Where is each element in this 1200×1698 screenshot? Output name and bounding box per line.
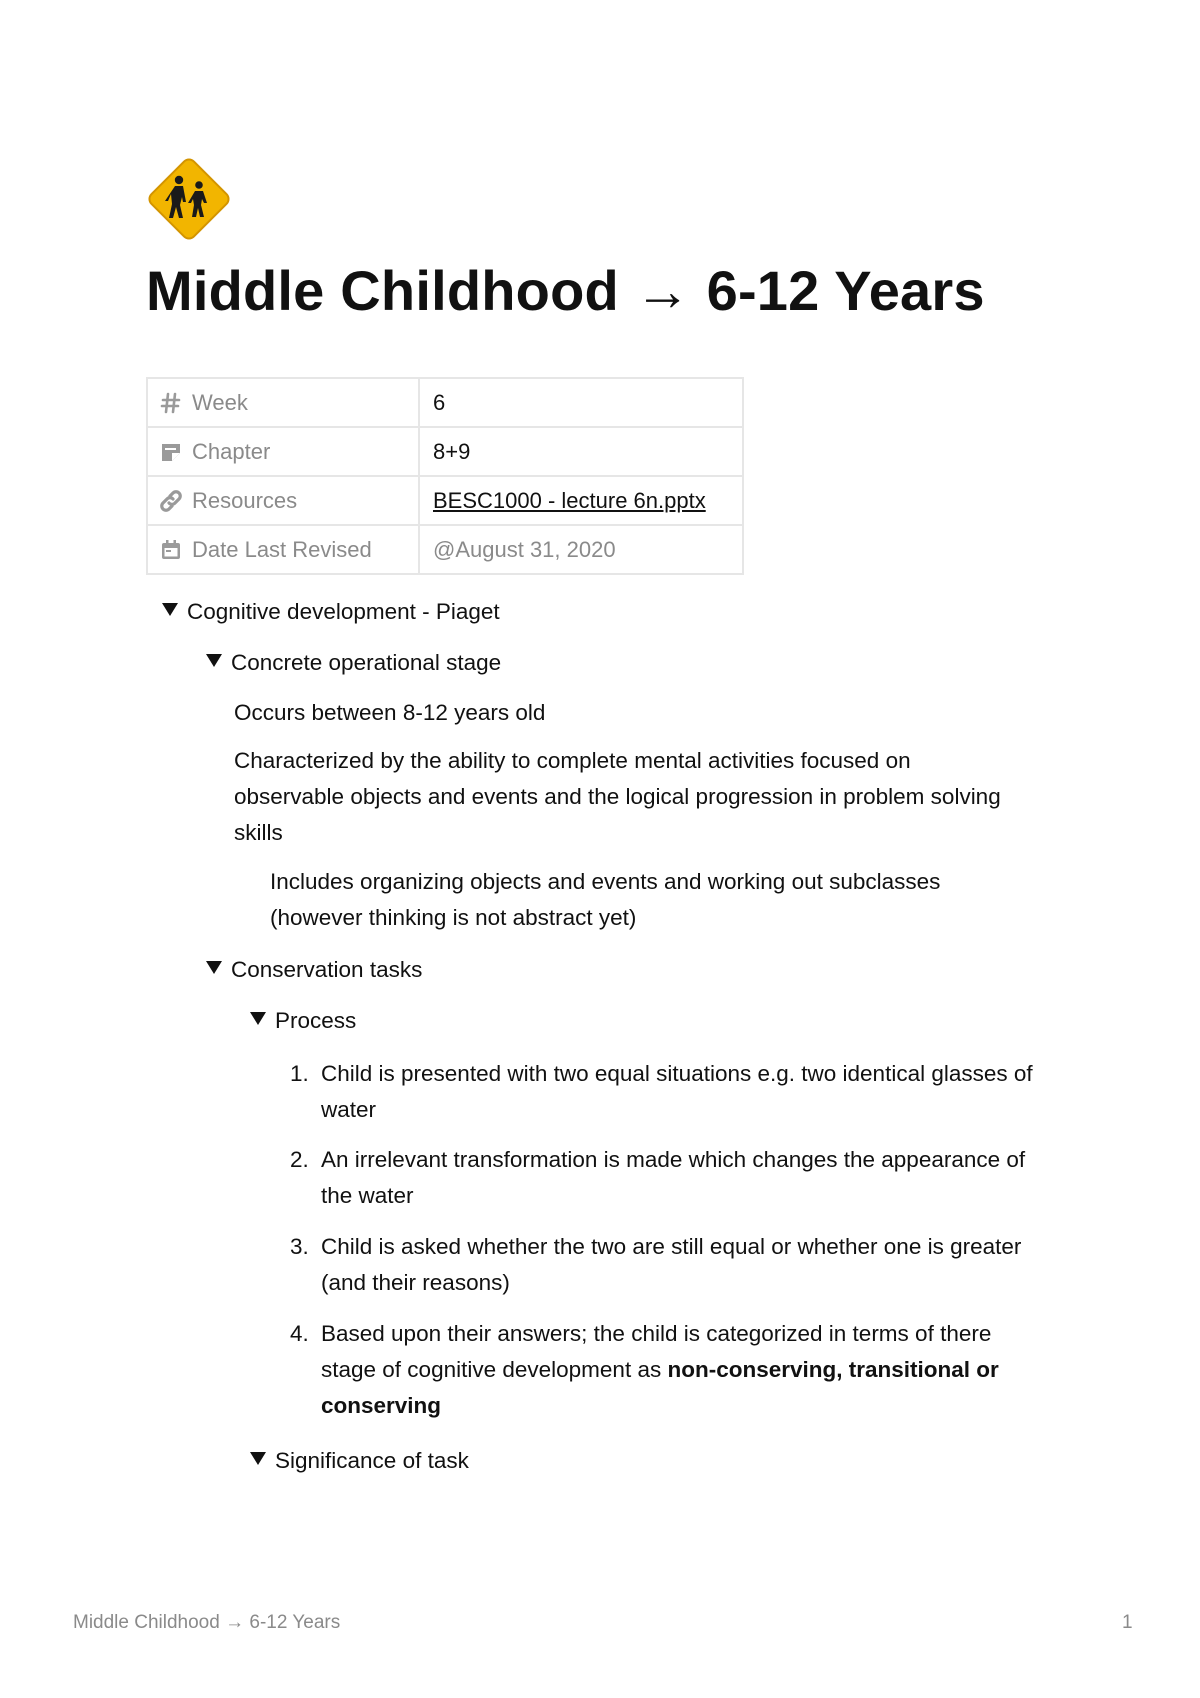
- toggle-cognitive-development[interactable]: [162, 594, 500, 630]
- toggle-label: Significance of task: [275, 1448, 469, 1473]
- property-row-week[interactable]: [147, 378, 743, 427]
- property-name-cell: [147, 476, 419, 525]
- paragraph-occurs: Occurs between 8-12 years old: [234, 700, 546, 725]
- properties-table: [146, 377, 744, 575]
- list-item-text: An irrelevant transformation is made which changes the appearance of the water: [321, 1147, 1026, 1208]
- text-block-icon: [160, 441, 182, 463]
- list-number: 4.: [290, 1321, 309, 1346]
- paragraph-includes: Includes organizing objects and events and working out subclasses (however thinking is not abstract yet): [270, 869, 941, 930]
- toggle-label: Cognitive development - Piaget: [187, 599, 500, 624]
- list-item-text: Child is presented with two equal situations e.g. two identical glasses of water: [321, 1061, 1033, 1122]
- number-hash-icon: [160, 392, 182, 414]
- property-name: Week: [192, 389, 248, 415]
- property-name-cell: [147, 427, 419, 476]
- property-value-cell: [419, 525, 743, 574]
- toggle-label: Concrete operational stage: [231, 650, 502, 675]
- property-value[interactable]: 6: [419, 378, 743, 427]
- list-number: 3.: [290, 1234, 309, 1259]
- list-item-text: Child is asked whether the two are still equal or whether one is greater (and their reasons): [321, 1234, 1022, 1295]
- footer-title: Middle Childhood → 6-12 Years: [73, 1612, 341, 1633]
- property-value[interactable]: 8+9: [419, 427, 743, 476]
- toggle-triangle-icon[interactable]: [162, 603, 178, 616]
- page-title: Middle Childhood → 6-12 Years: [146, 259, 985, 322]
- property-name: Date Last Revised: [192, 536, 372, 562]
- toggle-label: Process: [275, 1008, 357, 1033]
- toggle-triangle-icon[interactable]: [206, 654, 222, 667]
- property-row-resources[interactable]: [147, 476, 743, 525]
- list-item-text: [321, 1316, 1051, 1424]
- toggle-triangle-icon[interactable]: [250, 1452, 266, 1465]
- date-mention[interactable]: @August 31, 2020: [433, 536, 616, 562]
- toggle-significance-of-task[interactable]: [250, 1443, 469, 1479]
- list-number: 1.: [290, 1061, 309, 1086]
- paragraph-characterized: Characterized by the ability to complete mental activities focused on observable objects and events and the logical progression in problem solving skills: [234, 748, 1001, 845]
- calendar-icon: [160, 539, 182, 561]
- footer-page-number: 1: [1122, 1612, 1133, 1633]
- toggle-label: Conservation tasks: [231, 957, 423, 982]
- toggle-conservation-tasks[interactable]: [206, 952, 422, 988]
- toggle-triangle-icon[interactable]: [250, 1012, 266, 1025]
- toggle-concrete-operational-stage[interactable]: [206, 645, 501, 681]
- toggle-triangle-icon[interactable]: [206, 961, 222, 974]
- property-name: Chapter: [192, 438, 271, 464]
- resource-file-link[interactable]: BESC1000 - lecture 6n.pptx: [433, 487, 706, 513]
- school-crossing-sign-icon: [146, 156, 232, 242]
- property-name-cell: [147, 525, 419, 574]
- list-item-text-bold: non-conserving, transitional or conserving: [321, 1357, 999, 1418]
- link-icon: [160, 490, 182, 512]
- property-name-cell: [147, 378, 419, 427]
- property-row-date-last-revised[interactable]: [147, 525, 743, 574]
- property-value-cell: [419, 476, 743, 525]
- property-name: Resources: [192, 487, 298, 513]
- list-item-text-regular: Based upon their answers; the child is categorized in terms of there stage of cognitive development as: [321, 1321, 992, 1382]
- list-number: 2.: [290, 1147, 309, 1172]
- property-row-chapter[interactable]: [147, 427, 743, 476]
- toggle-process[interactable]: [250, 1003, 356, 1039]
